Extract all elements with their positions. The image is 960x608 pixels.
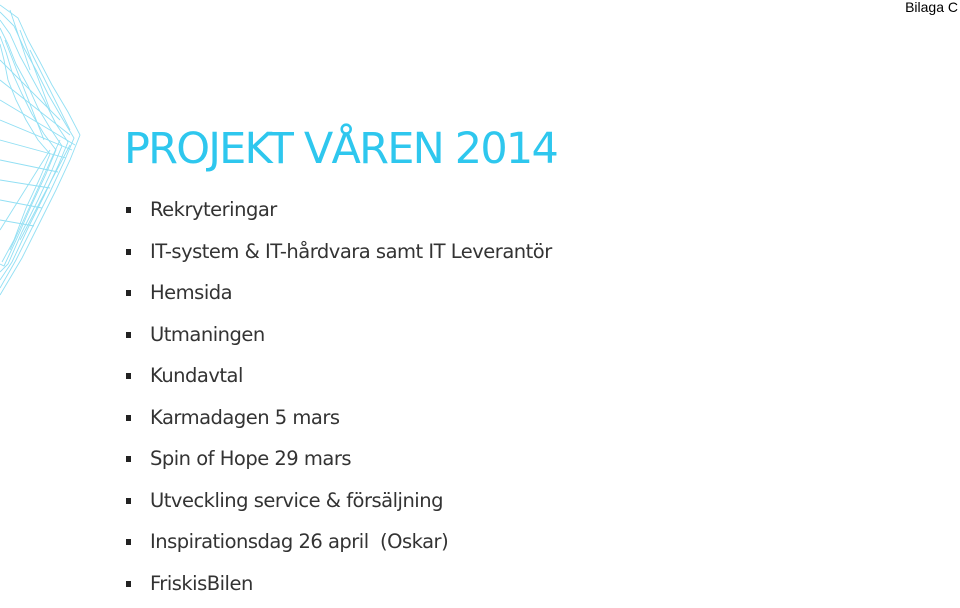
list-item xyxy=(126,525,552,567)
page-title: PROJEKT VÅREN 2014 xyxy=(124,121,557,177)
list-item-text: Inspirationsdag 26 april (Oskar) xyxy=(150,530,448,553)
list-item-text: Hemsida xyxy=(150,281,232,304)
list-item xyxy=(126,318,552,360)
bullet-icon xyxy=(126,456,131,462)
list-item xyxy=(126,401,552,443)
list-item-text: Utmaningen xyxy=(150,323,265,346)
attachment-label: Bilaga C xyxy=(905,0,958,14)
list-item xyxy=(126,484,552,526)
list-item xyxy=(126,359,552,401)
list-item xyxy=(126,235,552,277)
list-item-text: FriskisBilen xyxy=(150,572,253,595)
bullet-icon xyxy=(126,581,131,587)
list-item xyxy=(126,193,552,235)
bullet-icon xyxy=(126,539,131,545)
bullet-icon xyxy=(126,290,131,296)
bullet-icon xyxy=(126,249,131,255)
list-item xyxy=(126,276,552,318)
list-item xyxy=(126,442,552,484)
list-item-text: IT-system & IT-hårdvara samt IT Leverantör xyxy=(150,240,552,263)
bullet-icon xyxy=(126,332,131,338)
project-list xyxy=(126,193,552,608)
bullet-icon xyxy=(126,373,131,379)
list-item-text: Rekryteringar xyxy=(150,198,277,221)
list-item xyxy=(126,567,552,608)
list-item-text: Karmadagen 5 mars xyxy=(150,406,340,429)
wireframe-decoration xyxy=(0,0,110,300)
list-item-text: Utveckling service & försäljning xyxy=(150,489,443,512)
list-item-text: Spin of Hope 29 mars xyxy=(150,447,351,470)
bullet-icon xyxy=(126,498,131,504)
bullet-icon xyxy=(126,415,131,421)
list-item-text: Kundavtal xyxy=(150,364,243,387)
bullet-icon xyxy=(126,207,131,213)
